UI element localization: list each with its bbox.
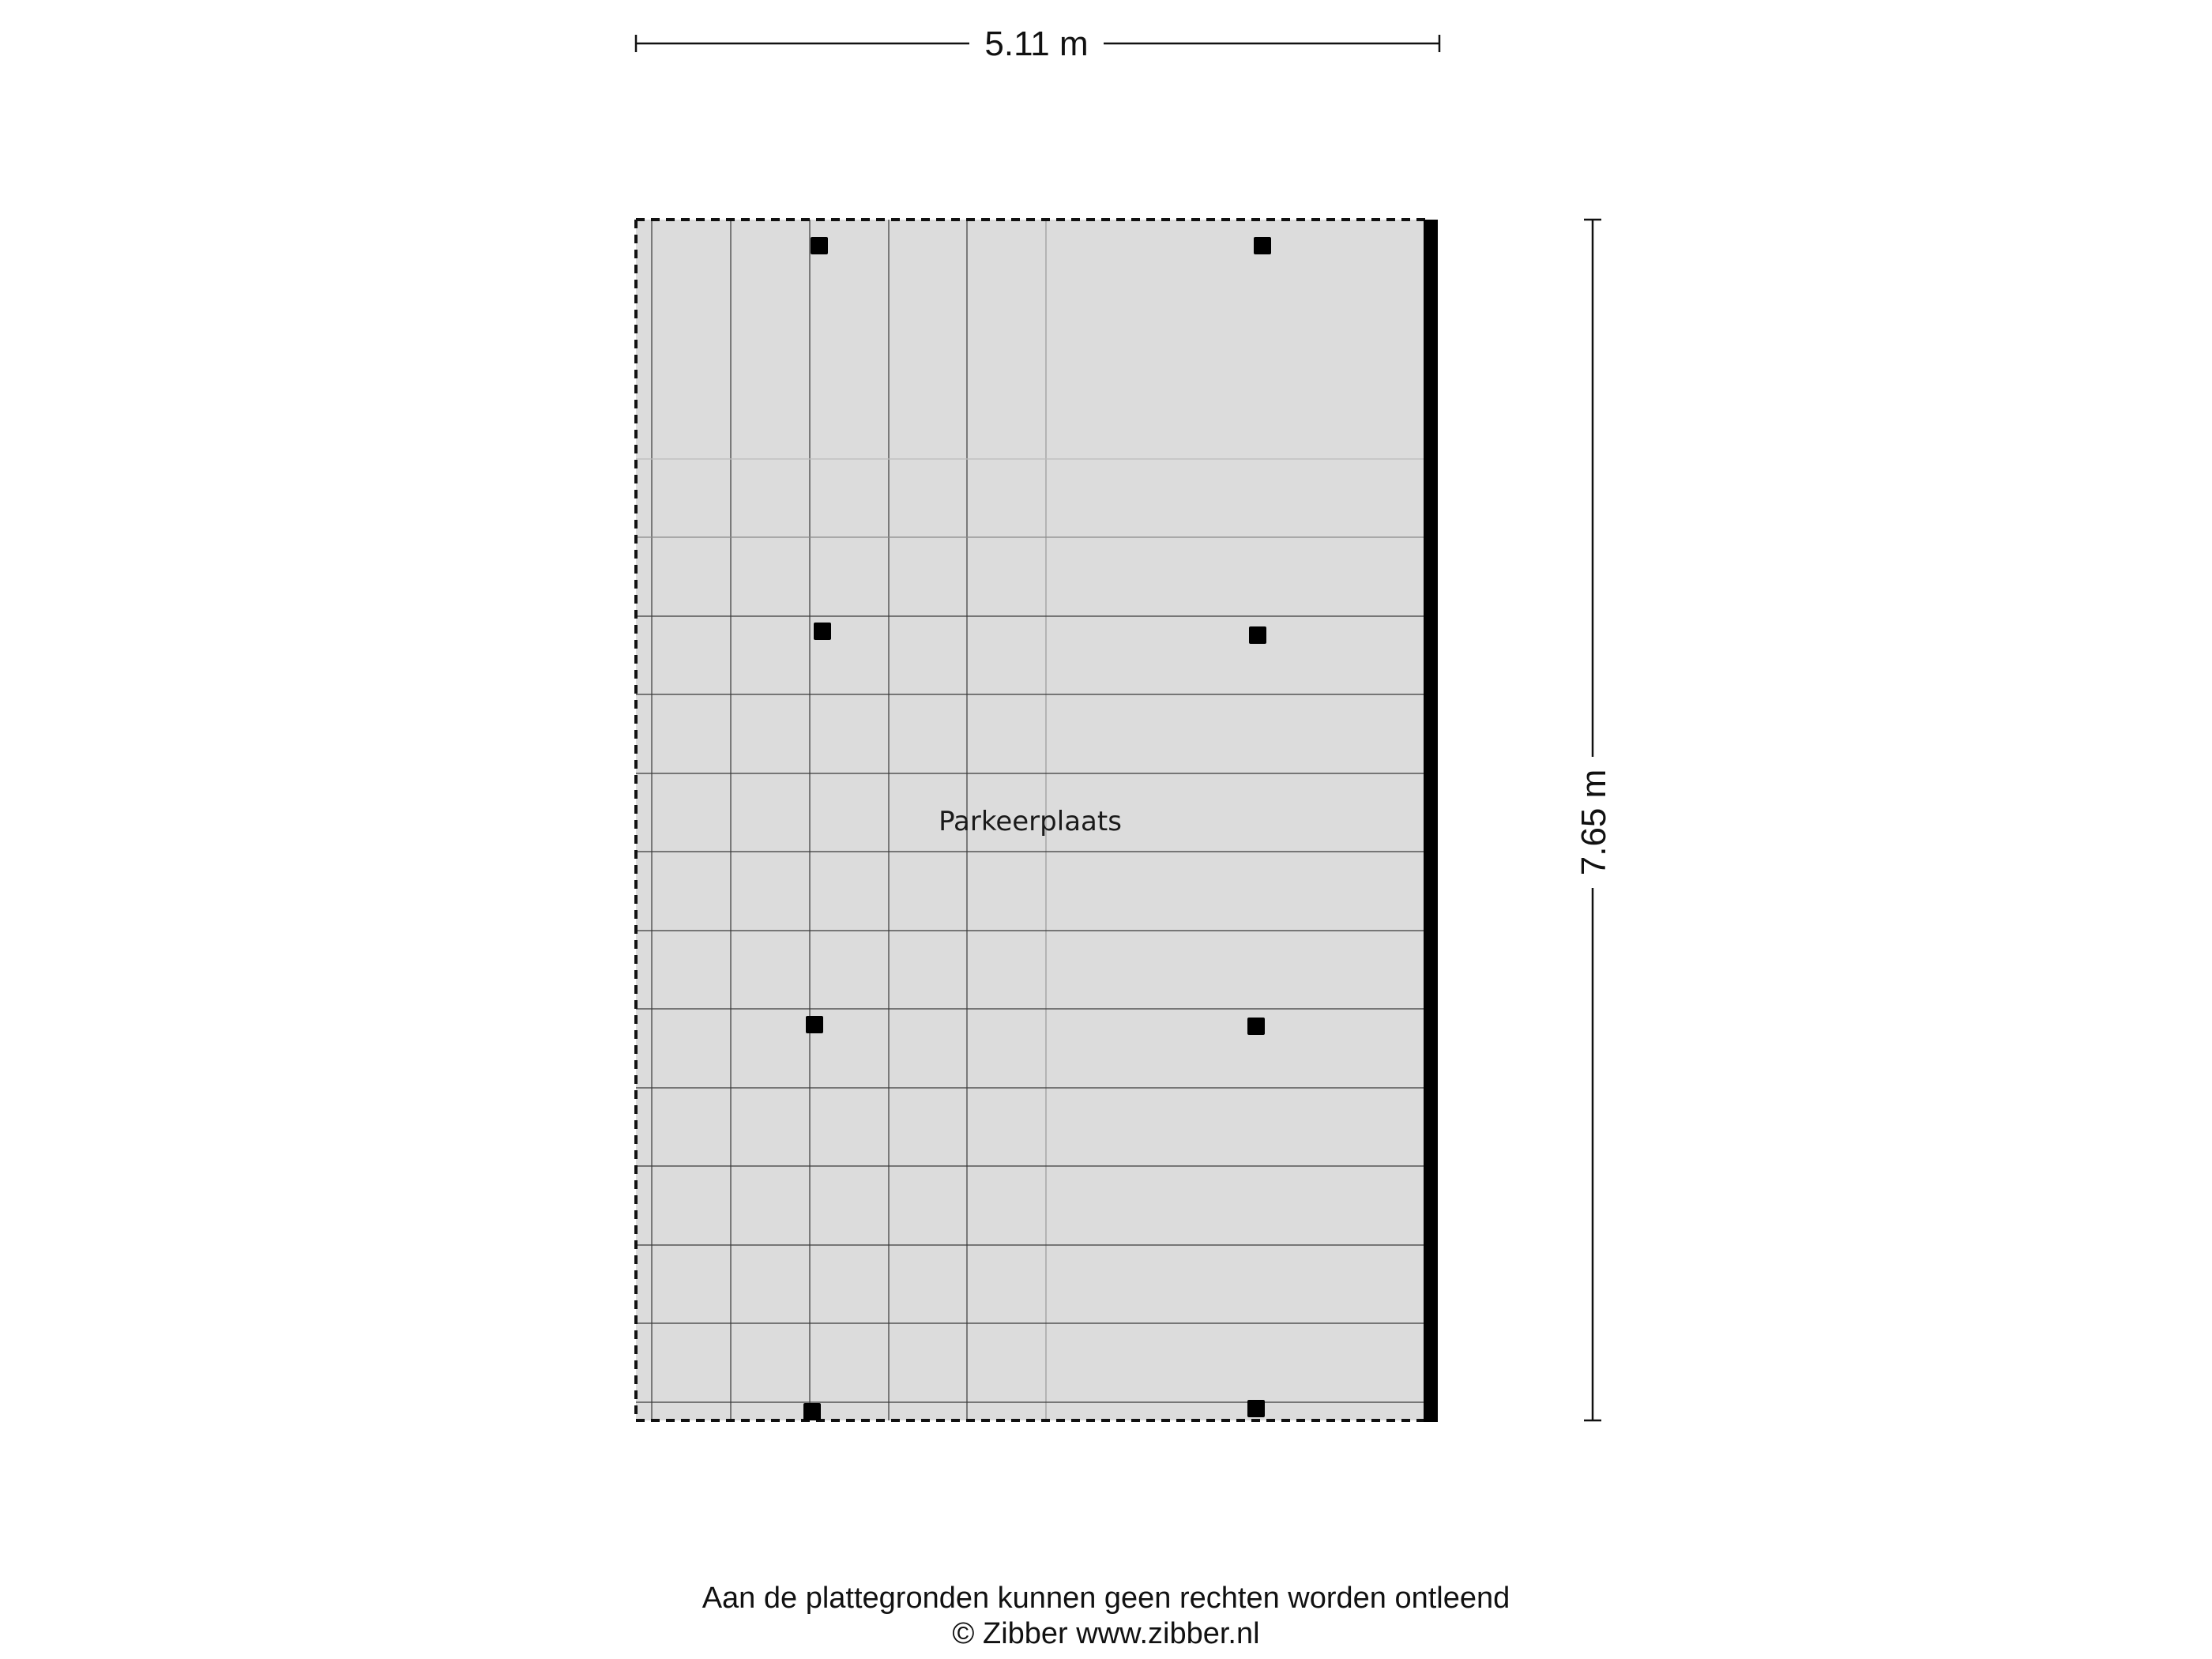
copyright-text: © Zibber www.zibber.nl	[952, 1617, 1260, 1650]
post	[814, 623, 831, 640]
post	[1254, 237, 1271, 254]
post	[1249, 626, 1266, 644]
disclaimer-text: Aan de plattegronden kunnen geen rechten worden ontleend	[702, 1582, 1510, 1615]
post	[803, 1403, 821, 1420]
post	[811, 237, 828, 254]
post	[1247, 1400, 1265, 1417]
width-dimension	[636, 24, 1439, 63]
post	[1247, 1018, 1265, 1035]
room-label: Parkeerplaats	[939, 806, 1122, 837]
width-dimension-label: 5.11 m	[984, 24, 1089, 63]
height-dimension	[1574, 220, 1613, 1420]
height-dimension-label: 7.65 m	[1574, 769, 1613, 876]
post	[806, 1016, 823, 1033]
wall	[1424, 220, 1438, 1422]
